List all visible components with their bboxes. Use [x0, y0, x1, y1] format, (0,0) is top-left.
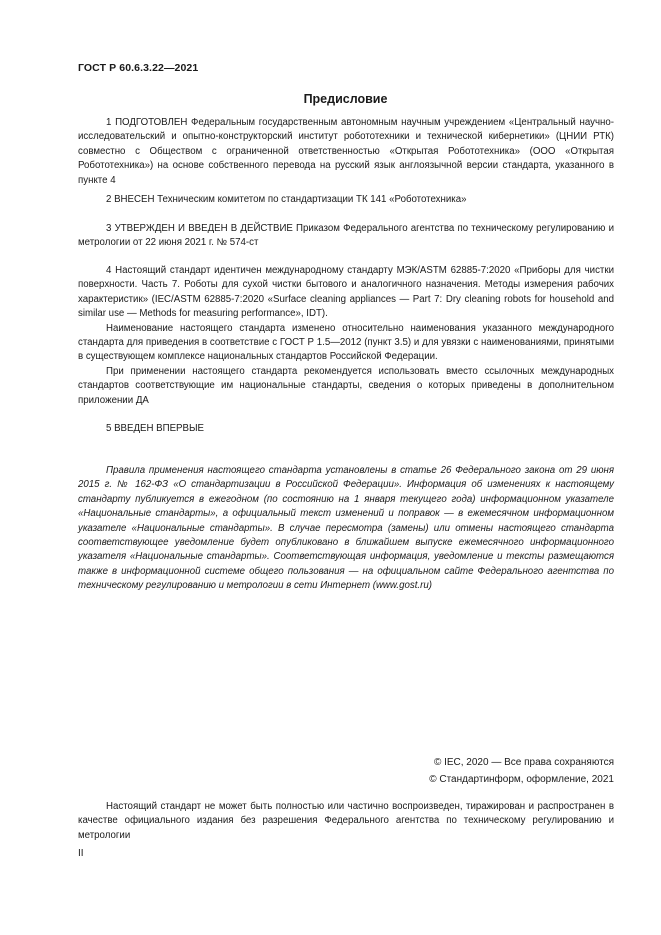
copyright-standartinform: © Стандартинформ, оформление, 2021 — [429, 774, 614, 785]
item-4-naming-text: Наименование настоящего стандарта изменено относительно наименования указанного международного стандарта для приведения в соответствие с ГОСТ Р 1.5—2012 (пункт 3.5) и для увязки с наименованиями, принятыми в существующем комплексе национальных стандартов Российской Федерации. — [78, 322, 614, 363]
reproduction-notice-text: Настоящий стандарт не может быть полностью или частично воспроизведен, тиражирован и распространен в качестве официального издания без разрешения Федерального агентства по техническому регулированию и метрологии — [78, 801, 614, 841]
item-5-text: 5 ВВЕДЕН ВПЕРВЫЕ — [106, 423, 205, 434]
item-3-block — [78, 222, 614, 251]
item-5-block — [78, 422, 614, 436]
notice-text: Правила применения настоящего стандарта установлены в статье 26 Федерального закона от 29 июня 2015 г. № 162-ФЗ «О стандартизации в Российской Федерации». Информация об изменениях к настоящему стандарту публикуется в ежегодном (по состоянию на 1 января текущего года) информационном указателе «Национальные стандарты», а официальный текст изменений и поправок — в ежемесячном информационном указателе «Национальные стандарты». В случае пересмотра (замены) или отмены настоящего стандарта соответствующее уведомление будет опубликовано в ближайшем выпуске ежемесячного информационного указателя «Национальные стандарты». Соответствующая информация, уведомление и тексты размещаются также в информационной системе общего пользования — на официальном сайте Федерального агентства по техническому регулированию и метрологии в сети Интернет (www.gost.ru) — [78, 465, 614, 592]
item-1-text: 1 ПОДГОТОВЛЕН Федеральным государственным автономным научным учреждением «Центральный научно-исследовательский и опытно-конструкторский институт робототехники и технической кибернетики» (ЦНИИ РТК) совместно с Обществом с ограниченной ответственностью «Открытая Робототехника» (ООО «Открытая Робототехника») на основе собственного перевода на русский язык англоязычной версии стандарта, указанного в пункте 4 — [78, 117, 614, 186]
item-1-block — [78, 116, 614, 188]
reproduction-notice — [78, 800, 614, 843]
item-2-block — [78, 193, 614, 207]
page-title: Предисловие — [303, 92, 388, 106]
document-code: ГОСТ Р 60.6.3.22—2021 — [78, 62, 199, 74]
application-rules-notice — [78, 464, 614, 594]
item-4-text: 4 Настоящий стандарт идентичен международному стандарту МЭК/ASTM 62885-7:2020 «Приборы для чистки поверхности. Часть 7. Роботы для сухой чистки бытового и аналогичного назначения. Методы измерения рабочих характеристик» (IEC/ASTM 62885-7:2020 «Surface cleaning appliances — Part 7: Dry cleaning robots for household and similar use — Methods for measuring performance», IDT). — [78, 265, 614, 320]
item-4-block — [78, 264, 614, 408]
item-3-text: 3 УТВЕРЖДЕН И ВВЕДЕН В ДЕЙСТВИЕ Приказом Федерального агентства по техническому регулированию и метрологии от 22 июня 2021 г. № 574-ст — [78, 223, 614, 249]
copyright-iec: © IEC, 2020 — Все права сохраняются — [433, 757, 614, 768]
item-2-text: 2 ВНЕСЕН Техническим комитетом по стандартизации ТК 141 «Робототехника» — [106, 194, 467, 205]
page-number: II — [78, 848, 84, 859]
item-4-references-text: При применении настоящего стандарта рекомендуется использовать вместо ссылочных международных стандартов соответствующие им национальные стандарты, сведения о которых приведены в дополнительном приложении ДА — [78, 365, 614, 406]
